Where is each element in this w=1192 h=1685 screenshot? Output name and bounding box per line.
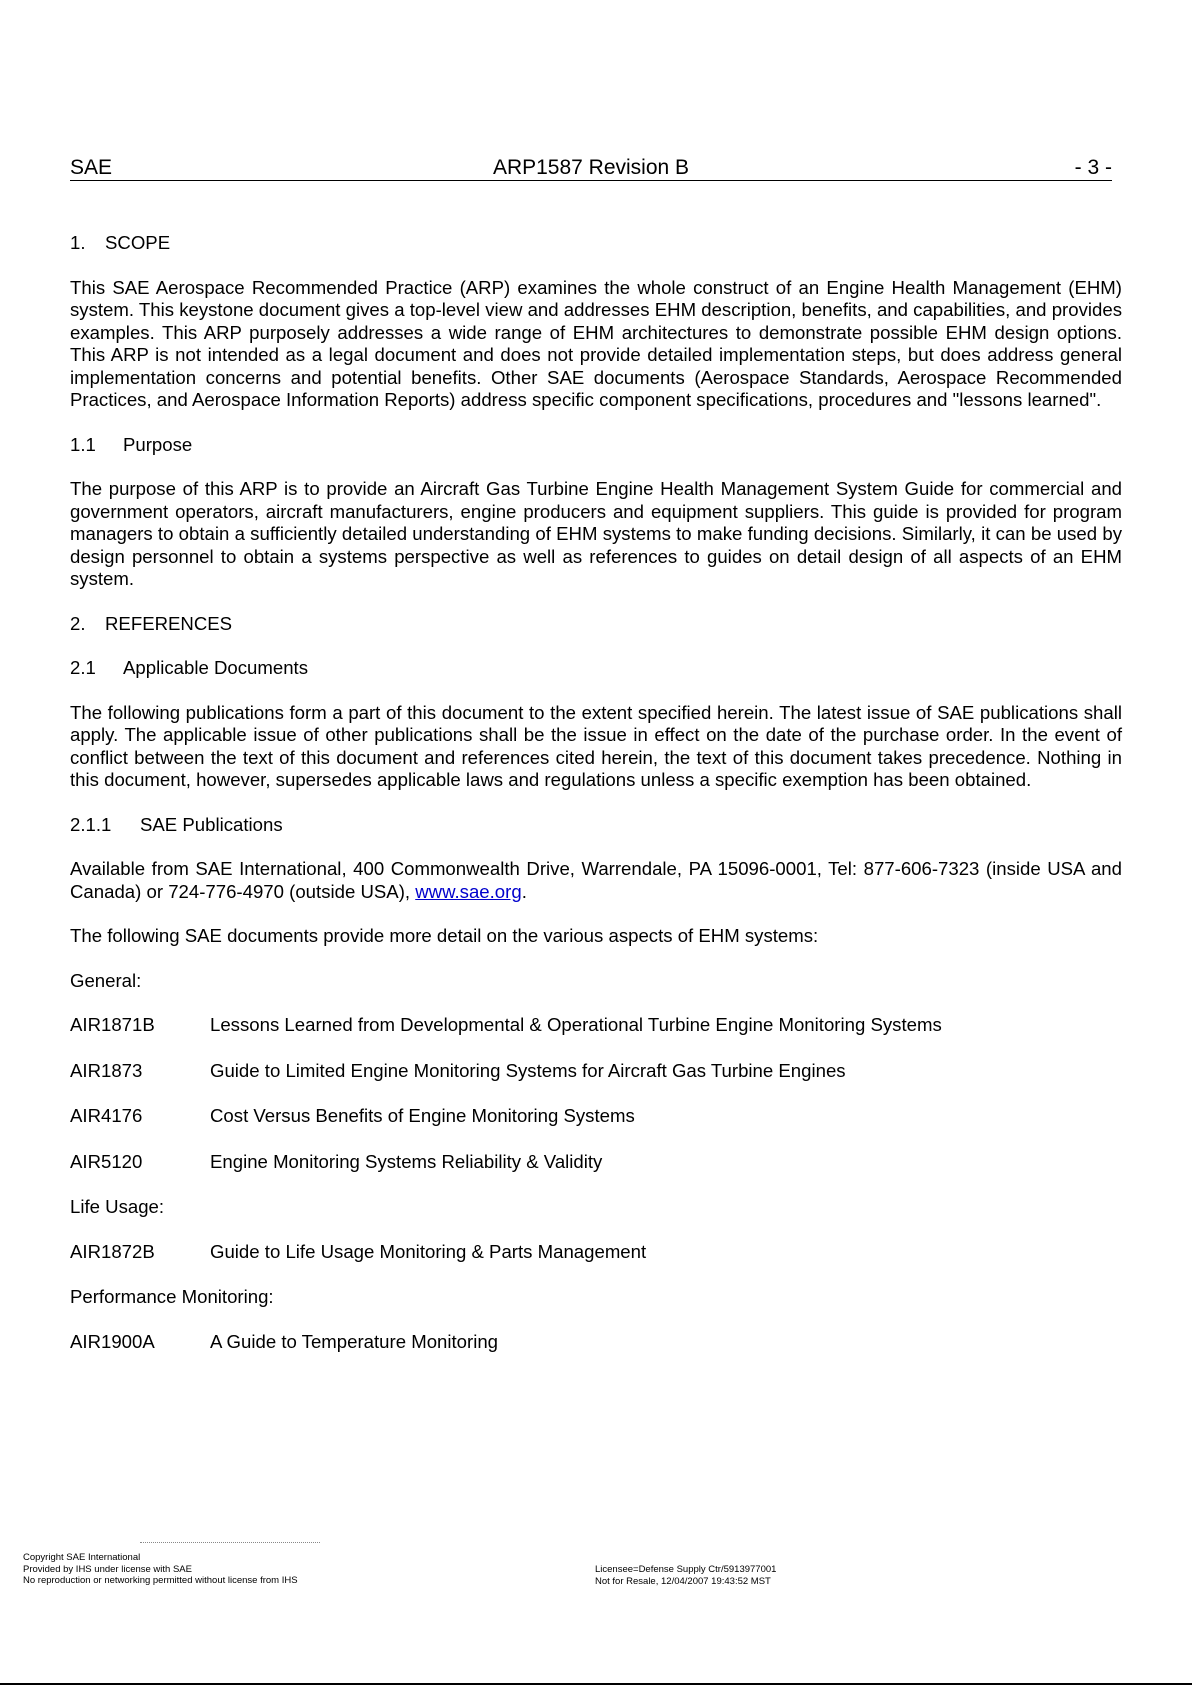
sae-documents-intro: The following SAE documents provide more detail on the various aspects of EHM systems: <box>70 925 819 946</box>
reference-title: A Guide to Temperature Monitoring <box>210 1330 499 1352</box>
reference-code: AIR1900A <box>70 1330 155 1352</box>
availability-text: Available from SAE International, 400 Commonwealth Drive, Warrendale, PA 15096-0001, Tel: 877-606-7323 (inside USA and Canada) or 724-776-4970 (outside USA), <box>70 858 1122 902</box>
footer-line: Not for Resale, 12/04/2007 19:43:52 MST <box>595 1575 771 1587</box>
section-title: SCOPE <box>105 232 171 253</box>
reference-row <box>70 1151 1122 1174</box>
footer-copyright <box>23 1552 298 1587</box>
reference-code: AIR1872B <box>70 1240 155 1262</box>
footer-line: Provided by IHS under license with SAE <box>23 1563 192 1575</box>
section-number: 2. <box>70 612 86 634</box>
section-title: Purpose <box>123 433 193 455</box>
reference-title: Guide to Limited Engine Monitoring Systems for Aircraft Gas Turbine Engines <box>210 1059 846 1081</box>
group-label-general: General: <box>70 969 142 991</box>
header-document-id: ARP1587 Revision B <box>492 156 690 179</box>
reference-code: AIR4176 <box>70 1105 143 1126</box>
section-number: 2.1.1 <box>70 813 112 835</box>
reference-code: AIR5120 <box>70 1150 143 1172</box>
section-title: REFERENCES <box>105 612 233 634</box>
footer-divider <box>140 1542 320 1545</box>
page-header <box>70 156 1112 181</box>
page-content <box>70 232 1122 1376</box>
purpose-paragraph: The purpose of this ARP is to provide an Aircraft Gas Turbine Engine Health Management System Guide for commercial and government operators, aircraft manufacturers, engine producers and equipment suppliers. This guide is provided for program managers to obtain a sufficiently detailed understanding of EHM systems to make funding decisions. Similarly, it can be used by design personnel to obtain a systems perspective as well as references to guides on detail design of all aspects of an EHM system. <box>70 478 1122 589</box>
sae-availability-paragraph <box>70 858 1122 903</box>
section-title: SAE Publications <box>140 813 283 835</box>
section-heading-purpose <box>70 434 1122 457</box>
header-org: SAE <box>70 156 113 179</box>
footer-line: No reproduction or networking permitted without license from IHS <box>23 1575 298 1586</box>
reference-title: Engine Monitoring Systems Reliability & Validity <box>210 1150 603 1172</box>
header-page-number: - 3 - <box>1074 156 1112 179</box>
availability-text-end: . <box>521 880 527 902</box>
section-heading-applicable-documents <box>70 657 1122 680</box>
reference-title: Lessons Learned from Developmental & Operational Turbine Engine Monitoring Systems <box>210 1014 942 1035</box>
section-title: Applicable Documents <box>123 657 309 678</box>
section-heading-scope <box>70 232 1122 255</box>
footer-line: Licensee=Defense Supply Ctr/5913977001 <box>595 1564 777 1575</box>
reference-row <box>70 1241 1122 1264</box>
reference-row <box>70 1105 1122 1128</box>
section-heading-references <box>70 613 1122 636</box>
reference-title: Guide to Life Usage Monitoring & Parts Management <box>210 1240 647 1262</box>
reference-row <box>70 1014 1122 1037</box>
sae-website-link[interactable]: www.sae.org <box>415 880 522 902</box>
section-number: 1.1 <box>70 433 96 455</box>
section-number: 1. <box>70 232 86 253</box>
section-number: 2.1 <box>70 657 96 678</box>
reference-code: AIR1873 <box>70 1059 143 1081</box>
scope-paragraph: This SAE Aerospace Recommended Practice (ARP) examines the whole construct of an Engine Health Management (EHM) system. This keystone document gives a top-level view and addresses EHM description, benefits, and capabilities, and provides examples. This ARP purposely addresses a wide range of EHM architectures to demonstrate possible EHM design options. This ARP is not intended as a legal document and does not provide detailed implementation steps, but does address general implementation concerns and potential benefits. Other SAE documents (Aerospace Standards, Aerospace Recommended Practices, and Aerospace Information Reports) address specific component specifications, procedures and "lessons learned". <box>70 276 1122 410</box>
applicable-documents-paragraph: The following publications form a part of this document to the extent specified herein. The latest issue of SAE publications shall apply. The applicable issue of other publications shall be the issue in effect on the date of the purchase order. In the event of conflict between the text of this document and references cited herein, the text of this document takes precedence. Nothing in this document, however, supersedes applicable laws and regulations unless a specific exemption has been obtained. <box>70 701 1122 790</box>
footer-license <box>595 1564 776 1587</box>
reference-row <box>70 1060 1122 1083</box>
section-heading-sae-publications <box>70 814 1122 837</box>
group-label-performance-monitoring: Performance Monitoring: <box>70 1286 274 1307</box>
reference-title: Cost Versus Benefits of Engine Monitoring Systems <box>210 1105 635 1126</box>
group-label-life-usage: Life Usage: <box>70 1196 165 1217</box>
reference-code: AIR1871B <box>70 1014 155 1035</box>
reference-row <box>70 1331 1122 1354</box>
footer-line: Copyright SAE International <box>23 1552 141 1563</box>
